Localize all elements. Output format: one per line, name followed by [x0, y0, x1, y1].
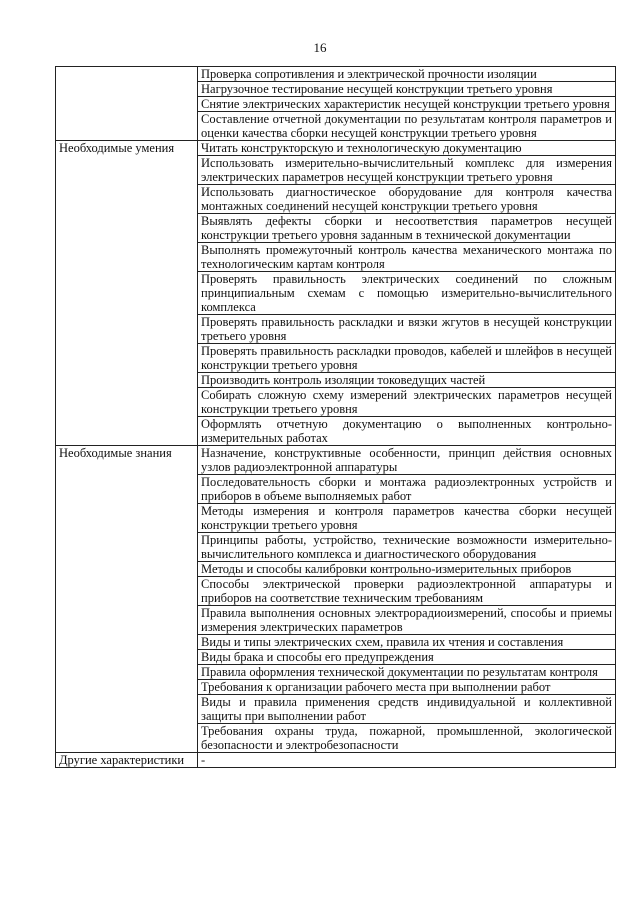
table-row	[56, 753, 616, 768]
section-item: Последовательность сборки и монтажа радиоэлектронных устройств и приборов в объеме выполняемых работ	[198, 475, 616, 504]
section-item: Назначение, конструктивные особенности, принцип действия основных узлов радиоэлектронной аппаратуры	[198, 446, 616, 475]
section-item: Требования охраны труда, пожарной, промышленной, экологической безопасности и электробезопасности	[198, 724, 616, 753]
section-item: -	[198, 753, 616, 768]
section-item: Проверка сопротивления и электрической прочности изоляции	[198, 67, 616, 82]
section-item: Читать конструкторскую и технологическую документацию	[198, 141, 616, 156]
section-item: Правила оформления технической документации по результатам контроля	[198, 665, 616, 680]
table-row	[56, 141, 616, 156]
section-item: Методы и способы калибровки контрольно-измерительных приборов	[198, 562, 616, 577]
section-item: Виды брака и способы его предупреждения	[198, 650, 616, 665]
section-label: Необходимые умения	[56, 141, 198, 446]
section-label: Другие характеристики	[56, 753, 198, 768]
section-item: Производить контроль изоляции токоведущих частей	[198, 373, 616, 388]
competency-table-body	[56, 67, 616, 768]
section-item: Виды и правила применения средств индивидуальной и коллективной защиты при выполнении работ	[198, 695, 616, 724]
section-item: Принципы работы, устройство, технические возможности измерительно-вычислительного комплекса и диагностического оборудования	[198, 533, 616, 562]
section-item: Проверять правильность раскладки проводов, кабелей и шлейфов в несущей конструкции третьего уровня	[198, 344, 616, 373]
section-item: Виды и типы электрических схем, правила их чтения и составления	[198, 635, 616, 650]
section-item: Нагрузочное тестирование несущей конструкции третьего уровня	[198, 82, 616, 97]
section-item: Использовать диагностическое оборудование для контроля качества монтажных соединений несущей конструкции третьего уровня	[198, 185, 616, 214]
section-item: Оформлять отчетную документацию о выполненных контрольно-измерительных работах	[198, 417, 616, 446]
section-label	[56, 67, 198, 141]
section-item: Выполнять промежуточный контроль качества механического монтажа по технологическим картам контроля	[198, 243, 616, 272]
section-item: Требования к организации рабочего места при выполнении работ	[198, 680, 616, 695]
table-row	[56, 446, 616, 475]
table-row	[56, 67, 616, 82]
section-item: Выявлять дефекты сборки и несоответствия параметров несущей конструкции третьего уровня заданным в технической документации	[198, 214, 616, 243]
section-item: Способы электрической проверки радиоэлектронной аппаратуры и приборов на соответствие техническим требованиям	[198, 577, 616, 606]
section-item: Собирать сложную схему измерений электрических параметров несущей конструкции третьего уровня	[198, 388, 616, 417]
section-item: Составление отчетной документации по результатам контроля параметров и оценки качества сборки несущей конструкции третьего уровня	[198, 112, 616, 141]
section-item: Использовать измерительно-вычислительный комплекс для измерения электрических параметров несущей конструкции третьего уровня	[198, 156, 616, 185]
section-item: Проверять правильность электрических соединений по сложным принципиальным схемам с помощью измерительно-вычислительного комплекса	[198, 272, 616, 315]
section-item: Правила выполнения основных электрорадиоизмерений, способы и приемы измерения электрических параметров	[198, 606, 616, 635]
section-item: Методы измерения и контроля параметров качества сборки несущей конструкции третьего уровня	[198, 504, 616, 533]
section-label: Необходимые знания	[56, 446, 198, 753]
section-item: Проверять правильность раскладки и вязки жгутов в несущей конструкции третьего уровня	[198, 315, 616, 344]
competency-table	[55, 66, 616, 768]
section-item: Снятие электрических характеристик несущей конструкции третьего уровня	[198, 97, 616, 112]
page-number: 16	[313, 40, 327, 55]
